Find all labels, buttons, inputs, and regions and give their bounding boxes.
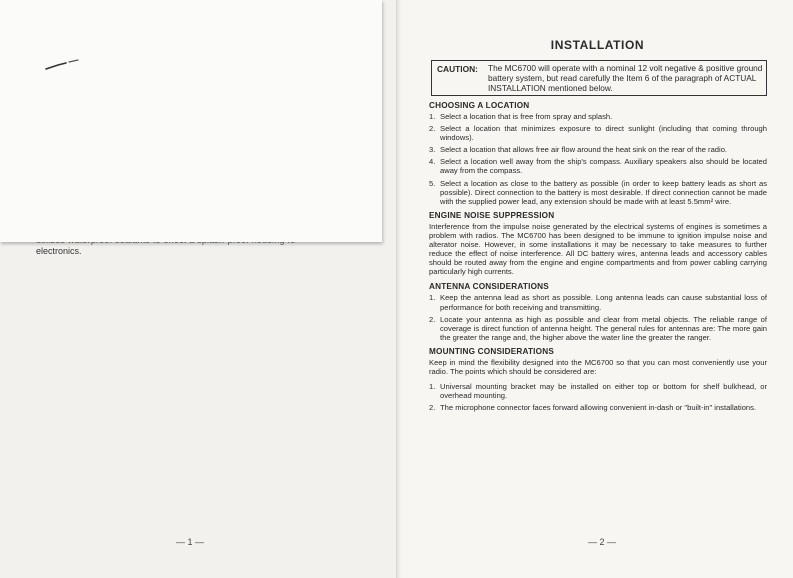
page-number-left: — 1 — [176, 537, 205, 547]
location-list [429, 112, 767, 206]
caution-box [431, 60, 767, 96]
item-text: Select a location that allows free air flow around the heat sink on the rear of the radio. [440, 145, 728, 155]
right-page [402, 0, 793, 578]
section-engine-noise [429, 211, 767, 277]
pen-mark-icon [44, 58, 82, 72]
left-page-text: electronics. [36, 246, 82, 256]
item-text: Locate your antenna as high as possible and clear from metal objects. The reliable range of coverage is direct function of antenna height. The general rules for antennas are: The more gain the greater the range and, the higher above the water line the greater the ranger. [440, 314, 767, 342]
item-text: Universal mounting bracket may be installed on either top or bottom for shelf bulkhead, or overhead mounting. [440, 382, 767, 401]
item-number: 1. [429, 112, 436, 121]
section-antenna [429, 282, 767, 341]
item-text: Select a location as close to the battery as possible (in order to keep battery leads as short as possible). Direct connection to the battery is most desirable. If direct connection cannot be made with the supplied power lead, any extension should be made with at least 5.5mm² wire. [440, 178, 767, 206]
item-number: 4. [429, 157, 436, 167]
list-item [429, 145, 767, 154]
item-number: 1. [429, 382, 436, 392]
list-item [429, 403, 767, 412]
section-heading: CHOOSING A LOCATION [429, 101, 530, 110]
section-heading: ENGINE NOISE SUPPRESSION [429, 210, 555, 220]
item-text: Keep the antenna lead as short as possible. Long antenna leads can cause substantial loss of performance for both receiving and transmitting. [440, 293, 767, 312]
list-item [429, 315, 767, 342]
list-item [429, 179, 767, 206]
item-text: Select a location that is free from spray and splash. [440, 112, 613, 121]
item-number: 2. [429, 403, 436, 413]
section-heading: ANTENNA CONSIDERATIONS [429, 282, 549, 292]
page-content [429, 101, 767, 417]
list-item [429, 293, 767, 311]
section-paragraph: Keep in mind the flexibility designed into the MC6700 so that you can most conveniently use your radio. The points which should be considered are: [429, 357, 767, 376]
item-number: 1. [429, 293, 436, 303]
caution-text: The MC6700 will operate with a nominal 12 volt negative & positive ground battery system, but read carefully the Item 6 of the paragraph of ACTUAL INSTALLATION mentioned below. [488, 63, 763, 93]
page-title: INSTALLATION [550, 38, 645, 52]
antenna-list [429, 293, 767, 341]
mounting-list [429, 382, 767, 412]
page-number-right: — 2 — [588, 537, 617, 547]
bleed-through-area [200, 430, 390, 520]
list-item [429, 124, 767, 142]
section-paragraph: Interference from the impulse noise generated by the electrical systems of engines is sometimes a problem with radios. The MC6700 has been designed to be immune to ignition impulse noise and alterator noise. However, in some installations it may be necessary to take measures to further reduce the effect of noise interference. All DC battery wires, antenna leads and accessory cables should be routed away from the engine and engine compartments and from power cabling carrying particularly high currents. [429, 221, 767, 277]
section-heading: MOUNTING CONSIDERATIONS [429, 346, 554, 356]
item-text: Select a location well away from the ship's compass. Auxiliary speakers also should be located away from the compass. [440, 157, 767, 176]
caution-label: CAUTION: [437, 64, 478, 74]
list-item [429, 112, 767, 121]
item-number: 3. [429, 145, 436, 155]
item-text: The microphone connector faces forward allowing convenient in-dash or "built-in" installations. [440, 403, 757, 413]
overlapping-sheet [0, 0, 382, 242]
section-mounting [429, 347, 767, 412]
item-number: 5. [429, 178, 436, 188]
list-item [429, 382, 767, 400]
item-number: 2. [429, 314, 436, 324]
section-choosing-location [429, 101, 767, 206]
item-number: 2. [429, 124, 436, 134]
item-text: Select a location that minimizes exposure to direct sunlight (including that coming through windows). [440, 124, 767, 143]
list-item [429, 157, 767, 175]
